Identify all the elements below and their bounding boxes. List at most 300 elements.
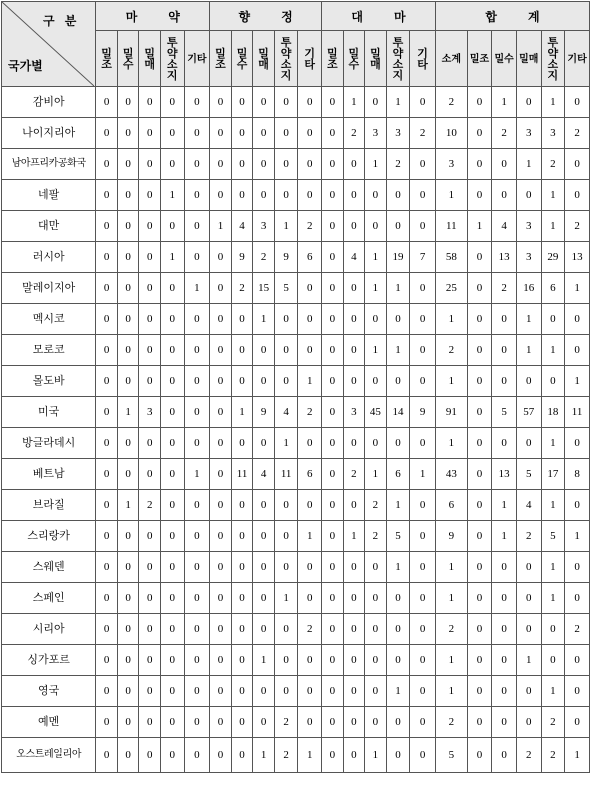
sub-header: 밀수	[236, 46, 248, 71]
sub-header: 밀수	[494, 53, 514, 65]
value-cell: 0	[231, 583, 253, 614]
value-cell: 16	[516, 273, 541, 304]
value-cell: 0	[343, 335, 365, 366]
value-cell: 14	[386, 397, 410, 428]
value-cell: 2	[298, 614, 322, 645]
value-cell: 0	[117, 273, 139, 304]
corner-header	[2, 2, 96, 87]
value-cell: 0	[139, 211, 161, 242]
value-cell: 1	[343, 521, 365, 552]
value-cell: 19	[386, 242, 410, 273]
country-cell: 멕시코	[2, 304, 96, 335]
value-cell: 0	[139, 180, 161, 211]
value-cell: 0	[343, 645, 365, 676]
value-cell: 1	[386, 335, 410, 366]
value-cell: 0	[298, 676, 322, 707]
value-cell: 0	[139, 552, 161, 583]
value-cell: 0	[467, 676, 492, 707]
value-cell: 0	[139, 335, 161, 366]
table-row	[2, 211, 590, 242]
value-cell: 3	[139, 397, 161, 428]
value-cell: 3	[253, 211, 275, 242]
value-cell: 0	[343, 676, 365, 707]
value-cell: 0	[565, 304, 590, 335]
value-cell: 0	[467, 149, 492, 180]
value-cell: 0	[139, 645, 161, 676]
value-cell: 0	[516, 366, 541, 397]
country-cell: 싱가포르	[2, 645, 96, 676]
value-cell: 2	[565, 118, 590, 149]
value-cell: 0	[160, 614, 184, 645]
value-cell: 0	[253, 428, 275, 459]
value-cell: 0	[298, 180, 322, 211]
value-cell: 0	[298, 552, 322, 583]
value-cell: 0	[467, 428, 492, 459]
sub-header: 투약소지	[166, 35, 178, 82]
value-cell: 0	[343, 552, 365, 583]
value-cell: 9	[435, 521, 467, 552]
value-cell: 0	[139, 273, 161, 304]
value-cell: 0	[253, 149, 275, 180]
value-cell: 0	[467, 397, 492, 428]
value-cell: 0	[410, 304, 436, 335]
value-cell: 0	[322, 490, 344, 521]
value-cell: 0	[160, 273, 184, 304]
value-cell: 0	[386, 645, 410, 676]
table-row	[2, 149, 590, 180]
corner-bottom-label: 국가별	[8, 59, 43, 73]
value-cell: 0	[516, 707, 541, 738]
value-cell: 1	[210, 211, 232, 242]
value-cell: 0	[410, 490, 436, 521]
value-cell: 0	[274, 490, 298, 521]
value-cell: 0	[231, 428, 253, 459]
sub-header: 밀매	[519, 53, 539, 65]
value-cell: 1	[386, 676, 410, 707]
value-cell: 0	[210, 490, 232, 521]
value-cell: 0	[96, 211, 118, 242]
sub-header: 밀매	[258, 46, 269, 71]
value-cell: 0	[231, 738, 253, 773]
value-cell: 1	[253, 645, 275, 676]
value-cell: 0	[343, 428, 365, 459]
value-cell: 0	[274, 335, 298, 366]
value-cell: 1	[365, 459, 387, 490]
value-cell: 0	[184, 180, 210, 211]
value-cell: 0	[386, 428, 410, 459]
value-cell: 0	[96, 459, 118, 490]
value-cell: 0	[541, 645, 565, 676]
value-cell: 18	[541, 397, 565, 428]
value-cell: 0	[160, 366, 184, 397]
value-cell: 0	[184, 490, 210, 521]
value-cell: 0	[210, 521, 232, 552]
value-cell: 0	[184, 335, 210, 366]
table-row	[2, 490, 590, 521]
value-cell: 0	[565, 707, 590, 738]
value-cell: 0	[565, 645, 590, 676]
value-cell: 1	[160, 180, 184, 211]
table-row	[2, 366, 590, 397]
value-cell: 0	[210, 645, 232, 676]
value-cell: 0	[139, 242, 161, 273]
value-cell: 0	[139, 583, 161, 614]
value-cell: 1	[386, 552, 410, 583]
value-cell: 11	[565, 397, 590, 428]
value-cell: 0	[139, 614, 161, 645]
value-cell: 0	[410, 707, 436, 738]
value-cell: 0	[184, 366, 210, 397]
value-cell: 0	[467, 366, 492, 397]
value-cell: 0	[96, 273, 118, 304]
value-cell: 0	[343, 707, 365, 738]
value-cell: 4	[492, 211, 517, 242]
value-cell: 0	[117, 87, 139, 118]
value-cell: 0	[160, 707, 184, 738]
value-cell: 0	[117, 180, 139, 211]
value-cell: 0	[96, 366, 118, 397]
country-cell: 모로코	[2, 335, 96, 366]
value-cell: 1	[365, 149, 387, 180]
sub-header: 밀조	[101, 46, 112, 71]
value-cell: 0	[410, 552, 436, 583]
value-cell: 5	[492, 397, 517, 428]
sub-header: 밀조	[469, 53, 490, 65]
table-row	[2, 614, 590, 645]
value-cell: 0	[139, 428, 161, 459]
value-cell: 13	[492, 242, 517, 273]
value-cell: 0	[231, 335, 253, 366]
value-cell: 0	[210, 180, 232, 211]
value-cell: 2	[274, 707, 298, 738]
value-cell: 2	[435, 335, 467, 366]
value-cell: 0	[516, 552, 541, 583]
value-cell: 0	[253, 335, 275, 366]
value-cell: 0	[467, 242, 492, 273]
value-cell: 0	[492, 149, 517, 180]
group-header-narcotics: 마 약	[96, 2, 210, 31]
value-cell: 1	[386, 87, 410, 118]
value-cell: 0	[184, 87, 210, 118]
value-cell: 1	[541, 211, 565, 242]
value-cell: 0	[184, 118, 210, 149]
value-cell: 0	[322, 676, 344, 707]
value-cell: 0	[274, 304, 298, 335]
value-cell: 0	[96, 552, 118, 583]
value-cell: 0	[160, 738, 184, 773]
value-cell: 0	[386, 707, 410, 738]
sub-header: 기타	[187, 53, 207, 65]
sub-header: 밀매	[370, 46, 381, 71]
value-cell: 0	[139, 707, 161, 738]
value-cell: 3	[365, 118, 387, 149]
value-cell: 1	[365, 738, 387, 773]
value-cell: 0	[210, 707, 232, 738]
value-cell: 0	[231, 707, 253, 738]
group-header-cannabis: 대 마	[322, 2, 436, 31]
value-cell: 0	[322, 118, 344, 149]
table-row	[2, 459, 590, 490]
value-cell: 1	[160, 242, 184, 273]
value-cell: 3	[516, 211, 541, 242]
value-cell: 0	[410, 180, 436, 211]
value-cell: 0	[516, 614, 541, 645]
value-cell: 0	[410, 211, 436, 242]
country-cell: 미국	[2, 397, 96, 428]
value-cell: 0	[343, 366, 365, 397]
value-cell: 0	[274, 614, 298, 645]
value-cell: 25	[435, 273, 467, 304]
value-cell: 1	[343, 87, 365, 118]
value-cell: 0	[322, 738, 344, 773]
value-cell: 0	[365, 304, 387, 335]
value-cell: 9	[410, 397, 436, 428]
value-cell: 0	[253, 490, 275, 521]
value-cell: 0	[565, 335, 590, 366]
value-cell: 0	[298, 428, 322, 459]
value-cell: 0	[343, 738, 365, 773]
value-cell: 9	[274, 242, 298, 273]
value-cell: 0	[365, 583, 387, 614]
value-cell: 2	[541, 707, 565, 738]
value-cell: 0	[467, 738, 492, 773]
value-cell: 11	[231, 459, 253, 490]
value-cell: 1	[435, 645, 467, 676]
value-cell: 0	[210, 583, 232, 614]
country-cell: 감비아	[2, 87, 96, 118]
value-cell: 0	[231, 552, 253, 583]
value-cell: 0	[322, 335, 344, 366]
value-cell: 0	[322, 242, 344, 273]
table-row	[2, 645, 590, 676]
value-cell: 0	[343, 211, 365, 242]
value-cell: 0	[210, 459, 232, 490]
value-cell: 43	[435, 459, 467, 490]
value-cell: 0	[274, 180, 298, 211]
value-cell: 0	[253, 552, 275, 583]
sub-header: 기타	[567, 53, 587, 65]
value-cell: 0	[298, 304, 322, 335]
value-cell: 0	[365, 552, 387, 583]
value-cell: 1	[365, 335, 387, 366]
value-cell: 4	[516, 490, 541, 521]
value-cell: 0	[160, 211, 184, 242]
value-cell: 0	[184, 738, 210, 773]
country-cell: 대만	[2, 211, 96, 242]
value-cell: 13	[565, 242, 590, 273]
value-cell: 0	[210, 304, 232, 335]
value-cell: 1	[516, 304, 541, 335]
value-cell: 1	[435, 676, 467, 707]
sub-header: 밀조	[327, 46, 338, 71]
value-cell: 0	[410, 87, 436, 118]
value-cell: 0	[231, 366, 253, 397]
value-cell: 3	[516, 242, 541, 273]
table-body	[2, 87, 590, 773]
value-cell: 2	[410, 118, 436, 149]
value-cell: 1	[516, 335, 541, 366]
country-cell: 스웨덴	[2, 552, 96, 583]
value-cell: 0	[565, 490, 590, 521]
value-cell: 0	[298, 118, 322, 149]
value-cell: 0	[410, 645, 436, 676]
value-cell: 7	[410, 242, 436, 273]
value-cell: 4	[274, 397, 298, 428]
value-cell: 3	[343, 397, 365, 428]
value-cell: 0	[343, 304, 365, 335]
value-cell: 0	[274, 676, 298, 707]
value-cell: 0	[184, 397, 210, 428]
value-cell: 2	[231, 273, 253, 304]
value-cell: 6	[298, 459, 322, 490]
value-cell: 2	[492, 273, 517, 304]
country-cell: 베트남	[2, 459, 96, 490]
table-row	[2, 521, 590, 552]
value-cell: 0	[184, 552, 210, 583]
value-cell: 0	[184, 583, 210, 614]
value-cell: 1	[492, 87, 517, 118]
value-cell: 0	[231, 614, 253, 645]
value-cell: 0	[117, 707, 139, 738]
value-cell: 0	[298, 583, 322, 614]
value-cell: 4	[343, 242, 365, 273]
value-cell: 2	[541, 738, 565, 773]
value-cell: 0	[386, 583, 410, 614]
value-cell: 0	[410, 366, 436, 397]
value-cell: 0	[210, 87, 232, 118]
value-cell: 2	[516, 521, 541, 552]
value-cell: 0	[492, 552, 517, 583]
value-cell: 0	[96, 118, 118, 149]
value-cell: 1	[386, 490, 410, 521]
value-cell: 0	[160, 428, 184, 459]
value-cell: 0	[492, 738, 517, 773]
value-cell: 9	[231, 242, 253, 273]
sub-header: 밀매	[144, 46, 155, 71]
value-cell: 0	[184, 211, 210, 242]
value-cell: 0	[365, 614, 387, 645]
value-cell: 0	[298, 335, 322, 366]
value-cell: 0	[322, 87, 344, 118]
value-cell: 0	[274, 366, 298, 397]
value-cell: 1	[410, 459, 436, 490]
value-cell: 2	[516, 738, 541, 773]
value-cell: 0	[139, 149, 161, 180]
value-cell: 0	[298, 87, 322, 118]
value-cell: 0	[516, 180, 541, 211]
value-cell: 0	[231, 521, 253, 552]
value-cell: 0	[210, 335, 232, 366]
value-cell: 1	[435, 583, 467, 614]
value-cell: 0	[274, 645, 298, 676]
value-cell: 0	[565, 87, 590, 118]
value-cell: 1	[435, 304, 467, 335]
value-cell: 0	[322, 366, 344, 397]
value-cell: 1	[516, 645, 541, 676]
value-cell: 0	[343, 583, 365, 614]
value-cell: 0	[565, 149, 590, 180]
value-cell: 0	[231, 304, 253, 335]
value-cell: 0	[274, 521, 298, 552]
value-cell: 17	[541, 459, 565, 490]
value-cell: 0	[117, 614, 139, 645]
value-cell: 1	[386, 273, 410, 304]
value-cell: 0	[298, 645, 322, 676]
value-cell: 0	[184, 614, 210, 645]
country-cell: 네팔	[2, 180, 96, 211]
value-cell: 0	[467, 645, 492, 676]
value-cell: 13	[492, 459, 517, 490]
value-cell: 0	[231, 645, 253, 676]
value-cell: 0	[467, 335, 492, 366]
value-cell: 1	[435, 366, 467, 397]
value-cell: 0	[96, 242, 118, 273]
value-cell: 1	[117, 397, 139, 428]
country-cell: 시리아	[2, 614, 96, 645]
value-cell: 0	[322, 583, 344, 614]
value-cell: 0	[492, 676, 517, 707]
value-cell: 1	[274, 428, 298, 459]
value-cell: 0	[253, 707, 275, 738]
value-cell: 0	[210, 273, 232, 304]
value-cell: 1	[541, 428, 565, 459]
value-cell: 0	[492, 428, 517, 459]
value-cell: 0	[184, 149, 210, 180]
value-cell: 1	[435, 180, 467, 211]
value-cell: 0	[253, 118, 275, 149]
table-row	[2, 397, 590, 428]
value-cell: 2	[365, 521, 387, 552]
value-cell: 1	[435, 428, 467, 459]
value-cell: 0	[184, 428, 210, 459]
value-cell: 0	[516, 428, 541, 459]
value-cell: 0	[467, 180, 492, 211]
value-cell: 0	[386, 211, 410, 242]
value-cell: 0	[253, 676, 275, 707]
value-cell: 0	[253, 180, 275, 211]
table-row	[2, 242, 590, 273]
value-cell: 2	[541, 149, 565, 180]
value-cell: 0	[210, 676, 232, 707]
value-cell: 0	[117, 521, 139, 552]
value-cell: 1	[492, 490, 517, 521]
table-row	[2, 583, 590, 614]
value-cell: 0	[160, 149, 184, 180]
value-cell: 0	[210, 428, 232, 459]
value-cell: 0	[184, 707, 210, 738]
value-cell: 0	[96, 180, 118, 211]
value-cell: 0	[492, 366, 517, 397]
value-cell: 0	[96, 645, 118, 676]
value-cell: 9	[253, 397, 275, 428]
value-cell: 2	[565, 614, 590, 645]
value-cell: 0	[467, 273, 492, 304]
value-cell: 0	[117, 118, 139, 149]
value-cell: 6	[541, 273, 565, 304]
value-cell: 0	[96, 521, 118, 552]
value-cell: 0	[365, 366, 387, 397]
value-cell: 2	[492, 118, 517, 149]
value-cell: 2	[386, 149, 410, 180]
value-cell: 0	[117, 335, 139, 366]
value-cell: 1	[541, 583, 565, 614]
value-cell: 1	[541, 180, 565, 211]
table-row	[2, 87, 590, 118]
sub-header: 기타	[304, 46, 316, 71]
value-cell: 0	[96, 583, 118, 614]
value-cell: 0	[210, 118, 232, 149]
value-cell: 2	[565, 211, 590, 242]
